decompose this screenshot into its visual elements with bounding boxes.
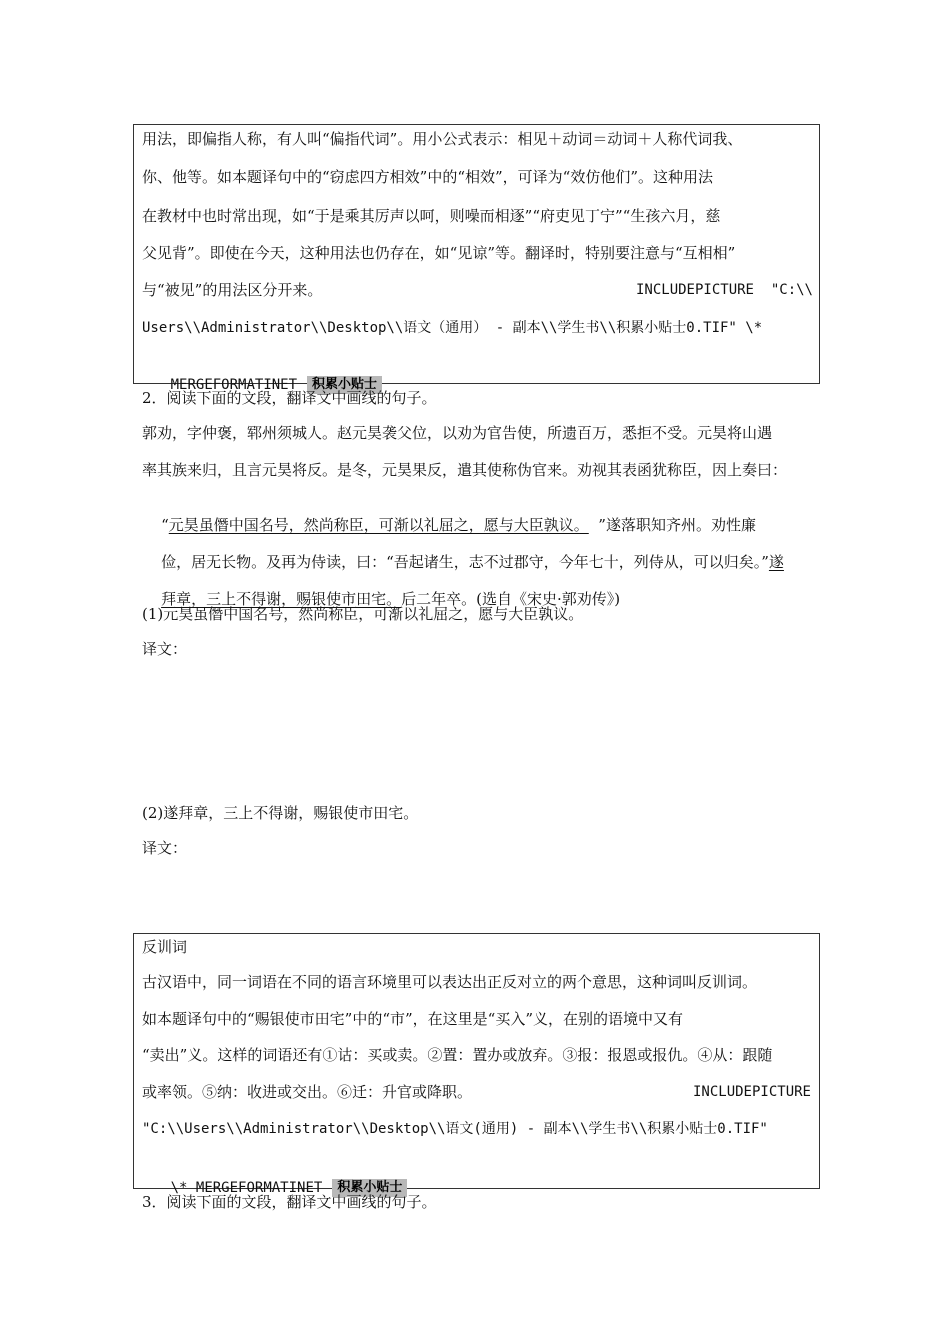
underlined-sentence-2-start: 遂 [768, 553, 784, 571]
tip-label-badge: 积累小贴士 [332, 1179, 407, 1197]
tip-box-1-line: 父见背”。即使在今天，这种用法也仍存在，如“见谅”等。翻译时，特别要注意与“互相相” [142, 244, 736, 262]
tip-box-2-title: 反训词 [142, 938, 188, 956]
tip-label-badge: 积累小贴士 [307, 376, 382, 394]
picture-path-field: Users\\Administrator\\Desktop\\语文（通用） - 副本\\学生书\\积累小贴士0.TIF" \* [142, 320, 763, 336]
passage-text: “ [161, 516, 169, 534]
passage-text: 后二年卒。(选自《宋史·郭劝传》) [401, 590, 621, 608]
question-2-heading: 2．阅读下面的文段，翻译文中画线的句子。 [142, 389, 437, 407]
sub-question-2: (2)遂拜章，三上不得谢，赐银使市田宅。 [142, 804, 419, 822]
underlined-sentence-2: 拜章，三上不得谢，赐银使市田宅。 [161, 590, 402, 608]
picture-path-field: "C:\\Users\\Administrator\\Desktop\\语文(通用) - 副本\\学生书\\积累小贴士0.TIF" [142, 1121, 768, 1137]
tip-box-1 [133, 124, 820, 393]
merge-format-field: MERGEFORMATINET [170, 377, 298, 393]
tip-box-1-line: 你、他等。如本题译句中的“窃虑四方相效”中的“相效”，可译为“效仿他们”。这种用法 [142, 168, 714, 186]
passage-line: 郭劝，字仲褒，郓州须城人。赵元昊袭父位，以劝为官告使，所遗百万，悉拒不受。元昊将山遇 [142, 424, 773, 442]
merge-format-field: \* MERGEFORMATINET [170, 1180, 323, 1196]
underlined-sentence-1: 元昊虽僭中国名号，然尚称臣，可渐以礼屈之，愿与大臣孰议。 [168, 516, 589, 534]
include-picture-field: INCLUDEPICTURE [692, 1084, 811, 1100]
tip-box-2-line: 或率领。⑤纳：收进或交出。⑥迁：升官或降职。 [142, 1083, 473, 1101]
translation-label-2: 译文： [142, 839, 188, 857]
passage-text: ”遂落职知齐州。劝性廉 [588, 516, 756, 534]
tip-box-1-line: 用法，即偏指人称，有人叫“偏指代词”。用小公式表示：相见＋动词＝动词＋人称代词我、 [142, 130, 743, 148]
sub-question-1: (1)元昊虽僭中国名号，然尚称臣，可渐以礼屈之，愿与大臣孰议。 [142, 605, 584, 623]
passage-line: 率其族来归，且言元昊将反。是冬，元昊果反，遣其使称伪官来。劝视其表函犹称臣，因上奏曰： [142, 461, 788, 479]
translation-label-1: 译文： [142, 640, 188, 658]
tip-box-2-line: “卖出”义。这样的词语还有①诂：买或卖。②置：置办或放弃。③报：报恩或报仇。④从：跟随 [142, 1046, 773, 1064]
tip-box-2 [133, 933, 820, 1196]
include-picture-field: INCLUDEPICTURE "C:\\ [635, 282, 813, 298]
passage-text: 俭，居无长物。及再为侍读，曰：“吾起诸生，志不过郡守，今年七十，列侍从，可以归矣。” [161, 553, 769, 571]
tip-box-1-line: 在教材中也时常出现，如“于是乘其厉声以呵，则噪而相逐”“府吏见丁宁”“生孩六月，慈 [142, 207, 721, 225]
tip-box-2-line: 古汉语中，同一词语在不同的语言环境里可以表达出正反对立的两个意思，这种词叫反训词。 [142, 973, 758, 991]
tip-box-1-line: 与“被见”的用法区分开来。 [142, 281, 323, 299]
tip-box-2-line: 如本题译句中的“赐银使市田宅”中的“市”，在这里是“买入”义，在别的语境中又有 [142, 1010, 684, 1028]
question-3-heading: 3．阅读下面的文段，翻译文中画线的句子。 [142, 1193, 437, 1211]
